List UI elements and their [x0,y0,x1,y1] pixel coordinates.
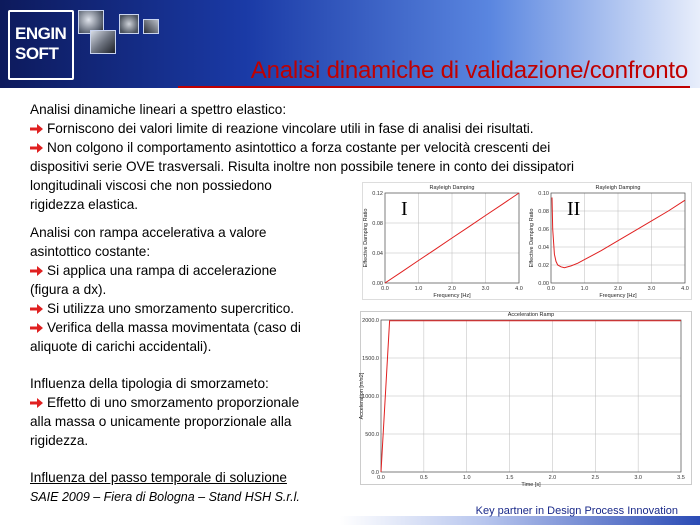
section2-bullet3-line2: aliquote di carichi accidentali). [30,339,212,354]
y-tick-label: 0.06 [538,227,549,233]
y-tick-label: 500.0 [365,432,379,438]
y-tick-label: 0.12 [372,191,383,197]
y-tick-label: 0.08 [372,221,383,227]
section4-heading: Influenza del passo temporale di soluzione [30,470,287,485]
x-tick-label: 0.0 [377,475,385,481]
footer-event: SAIE 2009 – Fiera di Bologna – Stand HSH S.r.l. [30,490,300,504]
x-tick-label: 0.0 [547,286,555,292]
footer-band [340,516,700,525]
y-tick-label: 2000.0 [362,318,379,324]
bullet-text: Si applica una rampa di accelerazione [47,263,277,278]
x-tick-label: 3.0 [634,475,642,481]
x-tick-label: 2.5 [591,475,600,481]
section1-bullet1 [30,119,534,138]
section1-bullet2-line1 [30,138,550,157]
chart-roman-label: II [567,198,581,220]
x-tick-label: 3.0 [647,286,656,292]
bullet-text: Non colgono il comportamento asintottico a forza costante per velocità crescenti dei [47,140,551,155]
x-tick-label: 2.0 [614,286,622,292]
thumbnail-image-2 [90,30,116,54]
section2-bullet1-line1 [30,261,277,280]
y-tick-label: 1000.0 [362,394,379,400]
y-tick-label: 0.00 [538,281,549,287]
section1-heading: Analisi dinamiche lineari a spettro elastico: [30,102,287,117]
y-tick-label: 0.10 [538,191,549,197]
y-tick-label: 0.00 [372,281,383,287]
thumbnail-image-4 [143,19,159,34]
y-tick-label: 0.02 [538,263,549,269]
y-tick-label: 0.0 [371,470,379,476]
arrow-bullet-icon [30,266,43,276]
x-tick-label: 4.0 [515,286,523,292]
arrow-bullet-icon [30,398,43,408]
x-axis-label: Frequency [Hz] [599,293,637,299]
x-tick-label: 3.5 [677,475,685,481]
y-axis-label: Effective Damping Ratio [529,208,535,268]
section1-bullet2-line3: longitudinali viscosi che non possiedono [30,178,272,193]
arrow-bullet-icon [30,143,43,153]
section1-bullet2-line2: dispositivi serie OVE trasversali. Risulta inoltre non possibile tenere in conto dei dissipatori [30,159,575,174]
chart-roman-label: I [401,198,408,220]
enginsoft-logo [8,10,74,80]
arrow-bullet-icon [30,323,43,333]
section2-heading-line2: asintottico costante: [30,244,151,259]
bullet-text: Forniscono dei valori limite di reazione vincolare utili in fase di analisi dei risultati. [47,121,534,136]
x-axis-label: Time [s] [521,482,541,488]
y-tick-label: 1500.0 [362,356,379,362]
rayleigh-charts-panel [362,182,692,300]
x-tick-label: 1.0 [462,475,471,481]
y-axis-label: Acceleration [m/s2] [359,372,365,420]
section2-bullet1-line2: (figura a dx). [30,282,107,297]
arrow-bullet-icon [30,304,43,314]
section2-heading-line1: Analisi con rampa accelerativa a valore [30,225,267,240]
x-tick-label: 2.0 [448,286,456,292]
section2-bullet2 [30,299,294,318]
section3-bullet1-line3: rigidezza. [30,433,89,448]
chart-title: Rayleigh Damping [429,185,475,191]
footer-tagline: Key partner in Design Process Innovation [475,505,678,517]
x-tick-label: 1.0 [580,286,589,292]
series-line [381,321,681,472]
rayleigh-chart-I [363,183,528,299]
title-divider [178,86,690,88]
x-tick-label: 3.0 [481,286,490,292]
rayleigh-chart-II [527,183,692,299]
x-tick-label: 2.0 [548,475,557,481]
x-tick-label: 0.0 [381,286,389,292]
bullet-text: Verifica della massa movimentata (caso di [47,320,301,335]
x-tick-label: 0.5 [420,475,428,481]
bullet-text: Si utilizza uno smorzamento supercritico. [47,301,295,316]
section1-bullet2-line4: rigidezza elastica. [30,197,139,212]
section3-bullet1-line2: alla massa o unicamente proporzionale alla [30,414,292,429]
acceleration-ramp-panel [359,311,692,488]
x-axis-label: Frequency [Hz] [433,293,471,299]
y-axis-label: Effective Damping Ratio [363,208,369,268]
section2-bullet3-line1 [30,318,301,337]
y-tick-label: 0.04 [538,245,549,251]
x-tick-label: 1.5 [505,475,514,481]
y-tick-label: 0.08 [538,209,549,215]
arrow-bullet-icon [30,124,43,134]
y-tick-label: 0.04 [372,251,383,257]
page-title: Analisi dinamiche di validazione/confronto [250,57,688,84]
chart-title: Rayleigh Damping [595,185,641,191]
section3-heading: Influenza della tipologia di smorzameto: [30,376,269,391]
x-tick-label: 4.0 [681,286,689,292]
x-tick-label: 1.0 [414,286,423,292]
bullet-text: Effetto di uno smorzamento proporzionale [47,395,300,410]
chart-title: Acceleration Ramp [507,312,555,318]
logo-line2: SOFT [15,44,59,63]
logo-line1: ENGIN [15,24,67,43]
thumbnail-image-3 [119,14,139,34]
acceleration-ramp-chart [359,312,691,488]
section3-bullet1-line1 [30,393,299,412]
